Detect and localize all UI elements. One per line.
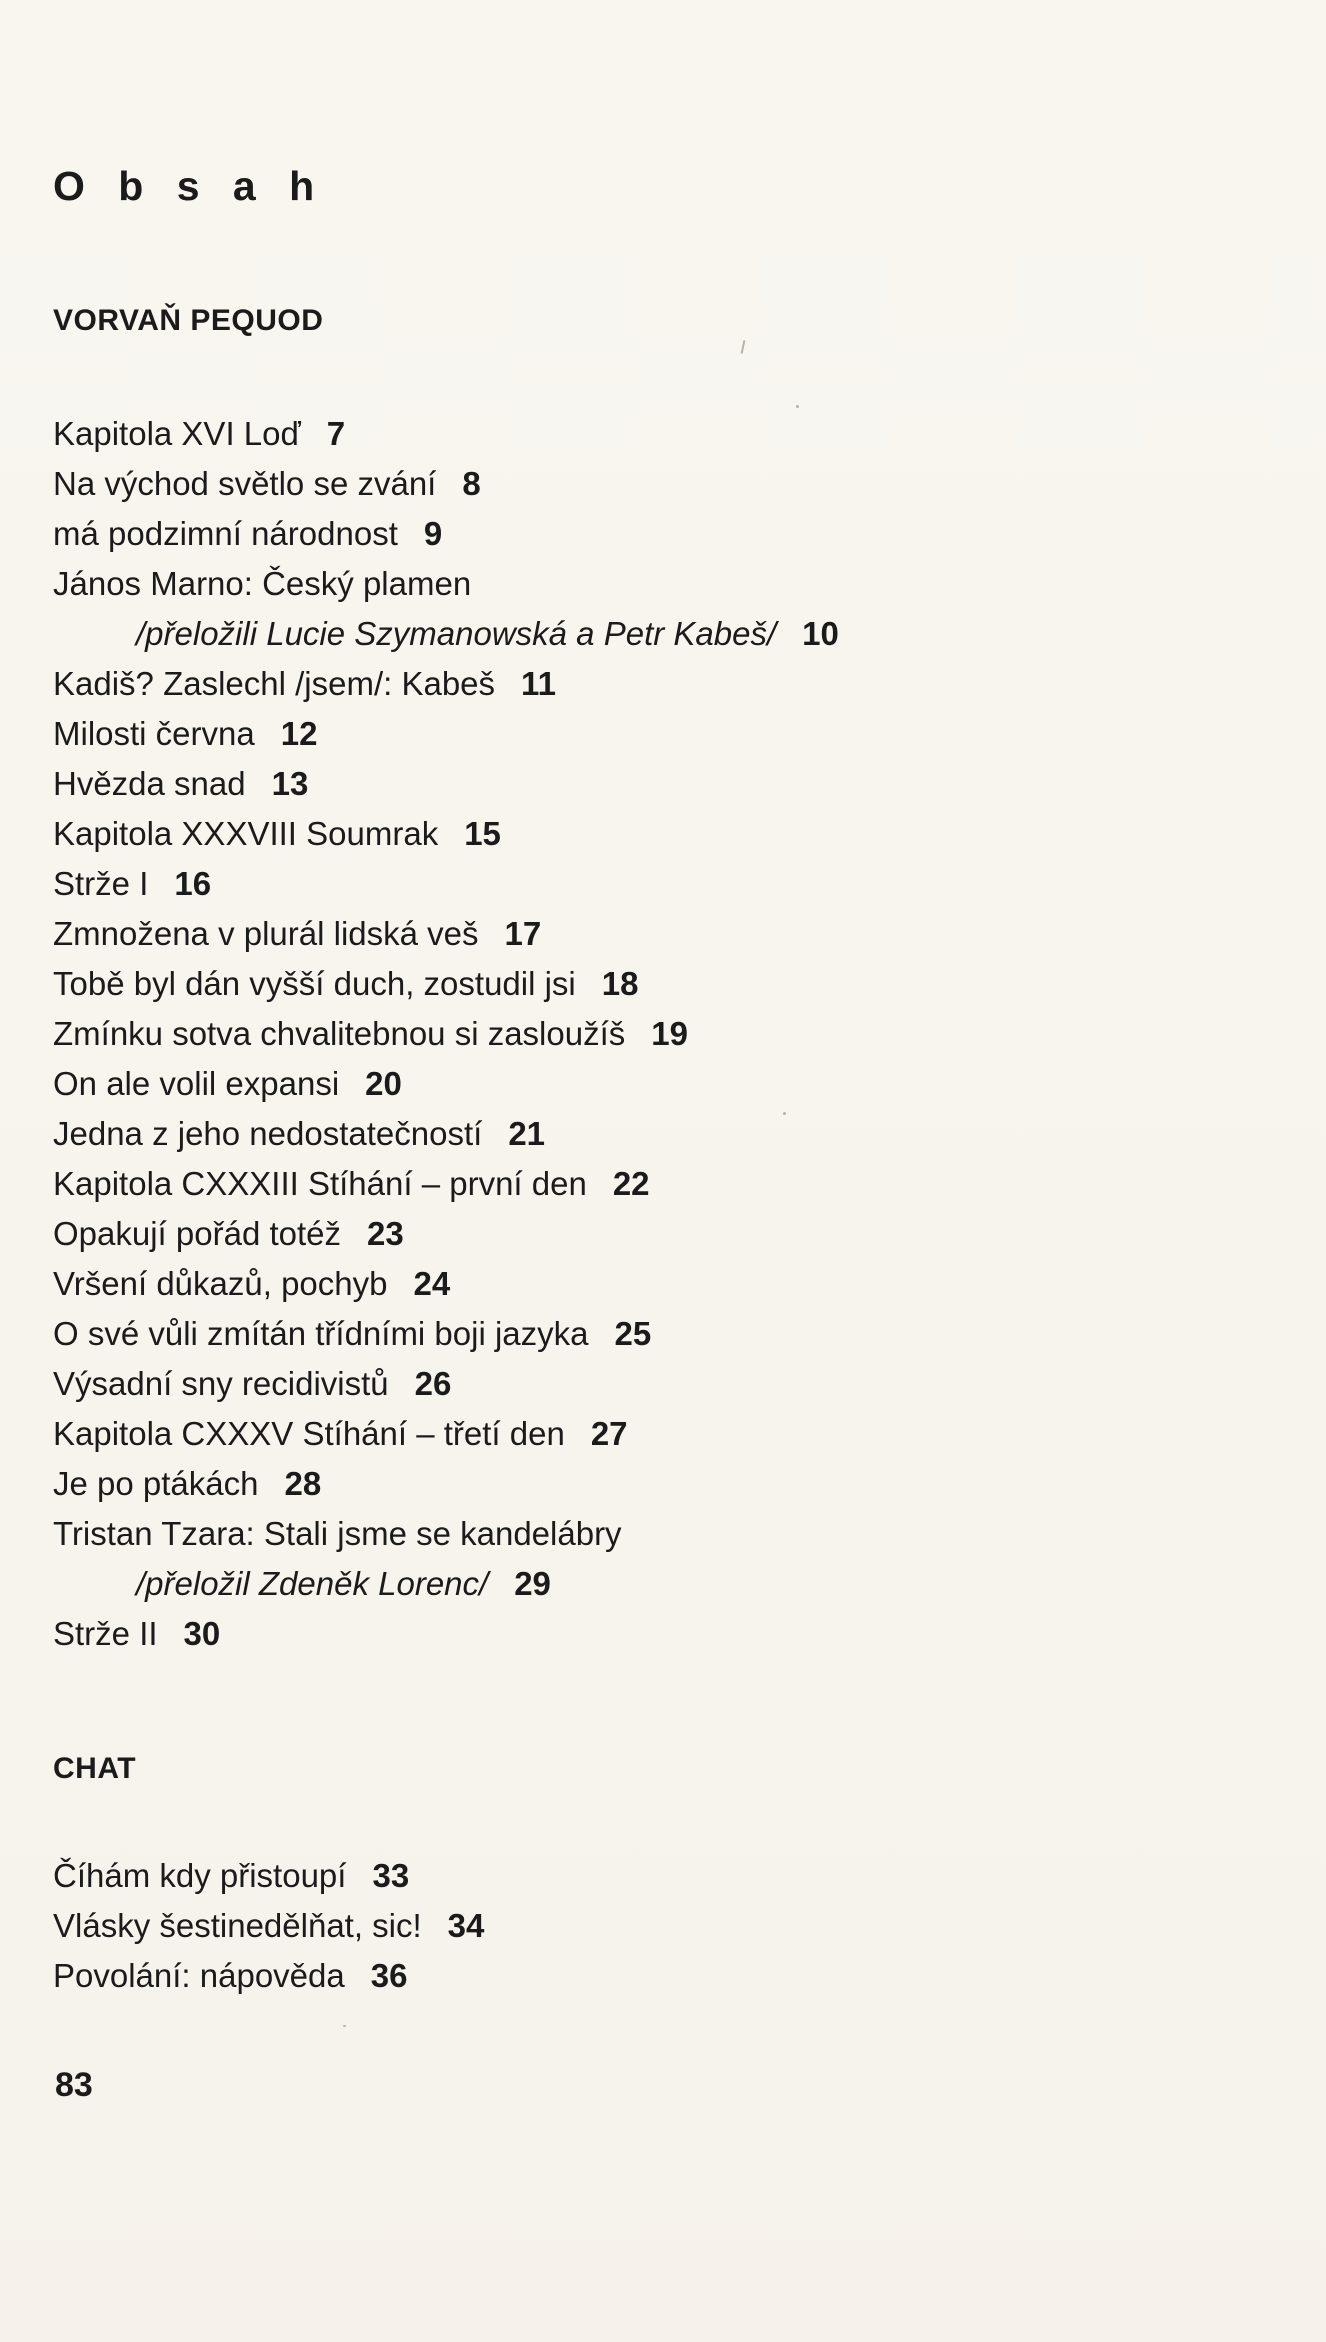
toc-entry-translator [53, 609, 1253, 659]
toc-entry [53, 1109, 1253, 1159]
entry-page: 16 [174, 865, 212, 902]
entry-page: 7 [326, 415, 346, 452]
entry-title: Opakují pořád totéž [53, 1215, 342, 1252]
entry-page: 17 [504, 915, 542, 952]
toc-entry [53, 809, 1253, 859]
entry-title: Tristan Tzara: Stali jsme se kandelábry [53, 1515, 622, 1552]
toc-entry [53, 759, 1253, 809]
entry-page: 33 [372, 1857, 410, 1894]
entry-page: 26 [414, 1365, 452, 1402]
entry-title: Číhám kdy přistoupí [53, 1857, 347, 1894]
section-heading: CHAT [53, 1752, 137, 1785]
entry-page: 28 [284, 1465, 322, 1502]
toc-entry [53, 1309, 1253, 1359]
entry-title: Zmínku sotva chvalitebnou si zasloužíš [53, 1015, 626, 1052]
entry-title: Výsadní sny recidivistů [53, 1365, 389, 1402]
toc-entry [53, 1159, 1253, 1209]
toc-entry [53, 1259, 1253, 1309]
toc-entry [53, 1059, 1253, 1109]
entry-page: 18 [601, 965, 639, 1002]
toc-entry [53, 559, 1253, 609]
entry-page: 19 [651, 1015, 688, 1052]
toc-entry [53, 1209, 1253, 1259]
toc-entry [53, 859, 1253, 909]
entry-page: 8 [462, 465, 481, 502]
toc-list [53, 1851, 1253, 2001]
entry-title: Jedna z jeho nedostatečností [53, 1115, 483, 1152]
entry-page: 30 [183, 1615, 221, 1652]
toc-entry [53, 1609, 1253, 1659]
entry-title: Vršení důkazů, pochyb [53, 1265, 388, 1302]
toc-entry [53, 1901, 1253, 1951]
page-number: 83 [55, 2066, 93, 2104]
paper-speck [343, 2025, 346, 2027]
toc-entry [53, 509, 1253, 559]
entry-title: O své vůli zmítán třídními boji jazyka [53, 1315, 589, 1352]
entry-title: Kadiš? Zaslechl /jsem/: Kabeš [53, 665, 496, 702]
toc-entry [53, 659, 1253, 709]
toc-entry [53, 1359, 1253, 1409]
toc-entry [53, 709, 1253, 759]
entry-title: Je po ptákách [53, 1465, 259, 1502]
entry-page: 36 [370, 1957, 408, 1994]
section-chat [53, 1754, 1253, 2001]
entry-title: Kapitola CXXXIII Stíhání – první den [53, 1165, 587, 1202]
entry-title: Povolání: nápověda [53, 1957, 345, 1994]
entry-page: 23 [367, 1215, 404, 1252]
entry-page: 34 [447, 1907, 485, 1944]
entry-page: 22 [612, 1165, 650, 1202]
entry-page: 9 [423, 515, 443, 552]
toc-entry [53, 1509, 1253, 1559]
page-title: O b s a h [53, 163, 326, 209]
entry-page: 25 [614, 1315, 652, 1352]
entry-title: Strže II [53, 1615, 158, 1652]
toc-entry [53, 459, 1253, 509]
entry-title: Na východ světlo se zvání [53, 465, 437, 502]
entry-title: Vlásky šestinedělňat, sic! [53, 1907, 422, 1944]
entry-title: Kapitola CXXXV Stíhání – třetí den [53, 1415, 565, 1452]
section-heading: VORVAŇ PEQUOD [53, 304, 324, 337]
entry-title: Kapitola XVI Loď [53, 415, 301, 452]
toc-entry [53, 1459, 1253, 1509]
entry-page: 20 [365, 1065, 402, 1102]
entry-title: Tobě byl dán vyšší duch, zostudil jsi [53, 965, 576, 1002]
toc-entry-translator [53, 1559, 1253, 1609]
toc-entry [53, 909, 1253, 959]
entry-page: 13 [271, 765, 309, 802]
toc-entry [53, 1851, 1253, 1901]
toc-entry [53, 409, 1253, 459]
entry-page: 29 [514, 1565, 551, 1602]
entry-page: 10 [802, 615, 839, 652]
entry-title: Hvězda snad [53, 765, 246, 802]
entry-page: 24 [413, 1265, 451, 1302]
entry-title: János Marno: Český plamen [53, 565, 472, 602]
entry-title: Zmnožena v plurál lidská veš [53, 915, 479, 952]
entry-page: 21 [508, 1115, 546, 1152]
entry-title: Milosti června [53, 715, 255, 752]
entry-title: Strže I [53, 865, 149, 902]
toc-list [53, 409, 1253, 1659]
toc-entry [53, 959, 1253, 1009]
entry-title: /přeložili Lucie Szymanowská a Petr Kabeš/ [136, 615, 777, 652]
toc-entry [53, 1951, 1253, 2001]
entry-page: 15 [464, 815, 501, 852]
entry-page: 12 [280, 715, 318, 752]
entry-title: On ale volil expansi [53, 1065, 340, 1102]
section-vorvan-pequod [53, 306, 1253, 1659]
toc-entry [53, 1009, 1253, 1059]
entry-title: Kapitola XXXVIII Soumrak [53, 815, 439, 852]
entry-title: má podzimní národnost [53, 515, 398, 552]
entry-page: 11 [521, 665, 556, 702]
entry-page: 27 [590, 1415, 628, 1452]
entry-title: /přeložil Zdeněk Lorenc/ [136, 1565, 489, 1602]
toc-entry [53, 1409, 1253, 1459]
